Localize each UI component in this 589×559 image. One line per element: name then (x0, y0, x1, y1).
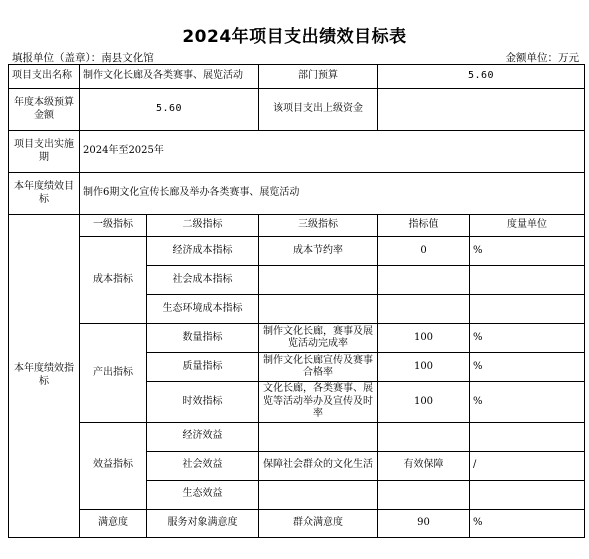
value-cell: 0 (378, 237, 470, 266)
unit-cell (470, 295, 585, 324)
annual-goal-label: 本年度绩效目标 (9, 173, 80, 215)
project-name-value: 制作文化长廊及各类赛事、展览活动 (80, 65, 259, 89)
level2-cell: 经济成本指标 (147, 237, 259, 266)
annual-budget-label: 年度本级预算金额 (9, 89, 80, 131)
level2-cell: 生态环境成本指标 (147, 295, 259, 324)
page-title: 2024年项目支出绩效目标表 (182, 27, 407, 47)
level2-cell: 数量指标 (147, 324, 259, 353)
level2-cell: 社会成本指标 (147, 266, 259, 295)
unit-cell: % (470, 353, 585, 382)
level2-cell: 时效指标 (147, 382, 259, 423)
header-value: 指标值 (378, 215, 470, 237)
level3-cell (259, 480, 378, 509)
indicator-section-label: 本年度绩效指标 (9, 215, 80, 538)
level1-output: 产出指标 (80, 324, 147, 423)
header-unit: 度量单位 (470, 215, 585, 237)
unit-cell: % (470, 509, 585, 537)
value-cell (378, 295, 470, 324)
level2-cell: 经济效益 (147, 422, 259, 451)
level2-cell: 生态效益 (147, 480, 259, 509)
level3-cell: 制作文化长廊，赛事及展览活动完成率 (259, 324, 378, 353)
unit-cell (470, 422, 585, 451)
value-cell (378, 480, 470, 509)
level3-cell: 制作文化长廊宣传及赛事合格率 (259, 353, 378, 382)
level2-cell: 质量指标 (147, 353, 259, 382)
period-label: 项目支出实施期 (9, 131, 80, 173)
value-cell (378, 422, 470, 451)
level2-cell: 服务对象满意度 (147, 509, 259, 537)
level1-satisfaction: 满意度 (80, 509, 147, 537)
reporting-unit: 填报单位（盖章）：南县文化馆 (12, 52, 154, 64)
value-cell: 100 (378, 324, 470, 353)
level3-cell: 群众满意度 (259, 509, 378, 537)
unit-cell: % (470, 324, 585, 353)
level3-cell: 保障社会群众的文化生活 (259, 451, 378, 480)
value-cell (378, 266, 470, 295)
unit-cell: % (470, 237, 585, 266)
level3-cell: 文化长廊，各类赛事、展览等活动举办及宣传及时率 (259, 382, 378, 423)
header-level3: 三级指标 (259, 215, 378, 237)
level3-cell: 成本节约率 (259, 237, 378, 266)
value-cell: 100 (378, 353, 470, 382)
header-level2: 二级指标 (147, 215, 259, 237)
table-row (9, 237, 585, 266)
superior-funds-label: 该项目支出上级资金 (259, 89, 378, 131)
level3-cell (259, 422, 378, 451)
level3-cell (259, 266, 378, 295)
project-name-label: 项目支出名称 (9, 65, 80, 89)
value-cell: 90 (378, 509, 470, 537)
table-row (9, 324, 585, 353)
header-level1: 一级指标 (80, 215, 147, 237)
dept-budget-label: 部门预算 (259, 65, 378, 89)
value-cell: 100 (378, 382, 470, 423)
annual-budget-value: 5.60 (80, 89, 259, 131)
dept-budget-value: 5.60 (378, 65, 585, 89)
table-row (9, 509, 585, 537)
performance-target-table (8, 64, 585, 538)
level1-cost: 成本指标 (80, 237, 147, 324)
level2-cell: 社会效益 (147, 451, 259, 480)
amount-unit: 金额单位：万元 (505, 52, 579, 64)
unit-cell: / (470, 451, 585, 480)
table-row (9, 422, 585, 451)
level3-cell (259, 295, 378, 324)
unit-cell: % (470, 382, 585, 423)
annual-goal-value: 制作6期文化宣传长廊及举办各类赛事、展览活动 (80, 173, 585, 215)
unit-cell (470, 266, 585, 295)
value-cell: 有效保障 (378, 451, 470, 480)
superior-funds-value (378, 89, 585, 131)
level1-benefit: 效益指标 (80, 422, 147, 509)
period-value: 2024年至2025年 (80, 131, 585, 173)
unit-cell (470, 480, 585, 509)
